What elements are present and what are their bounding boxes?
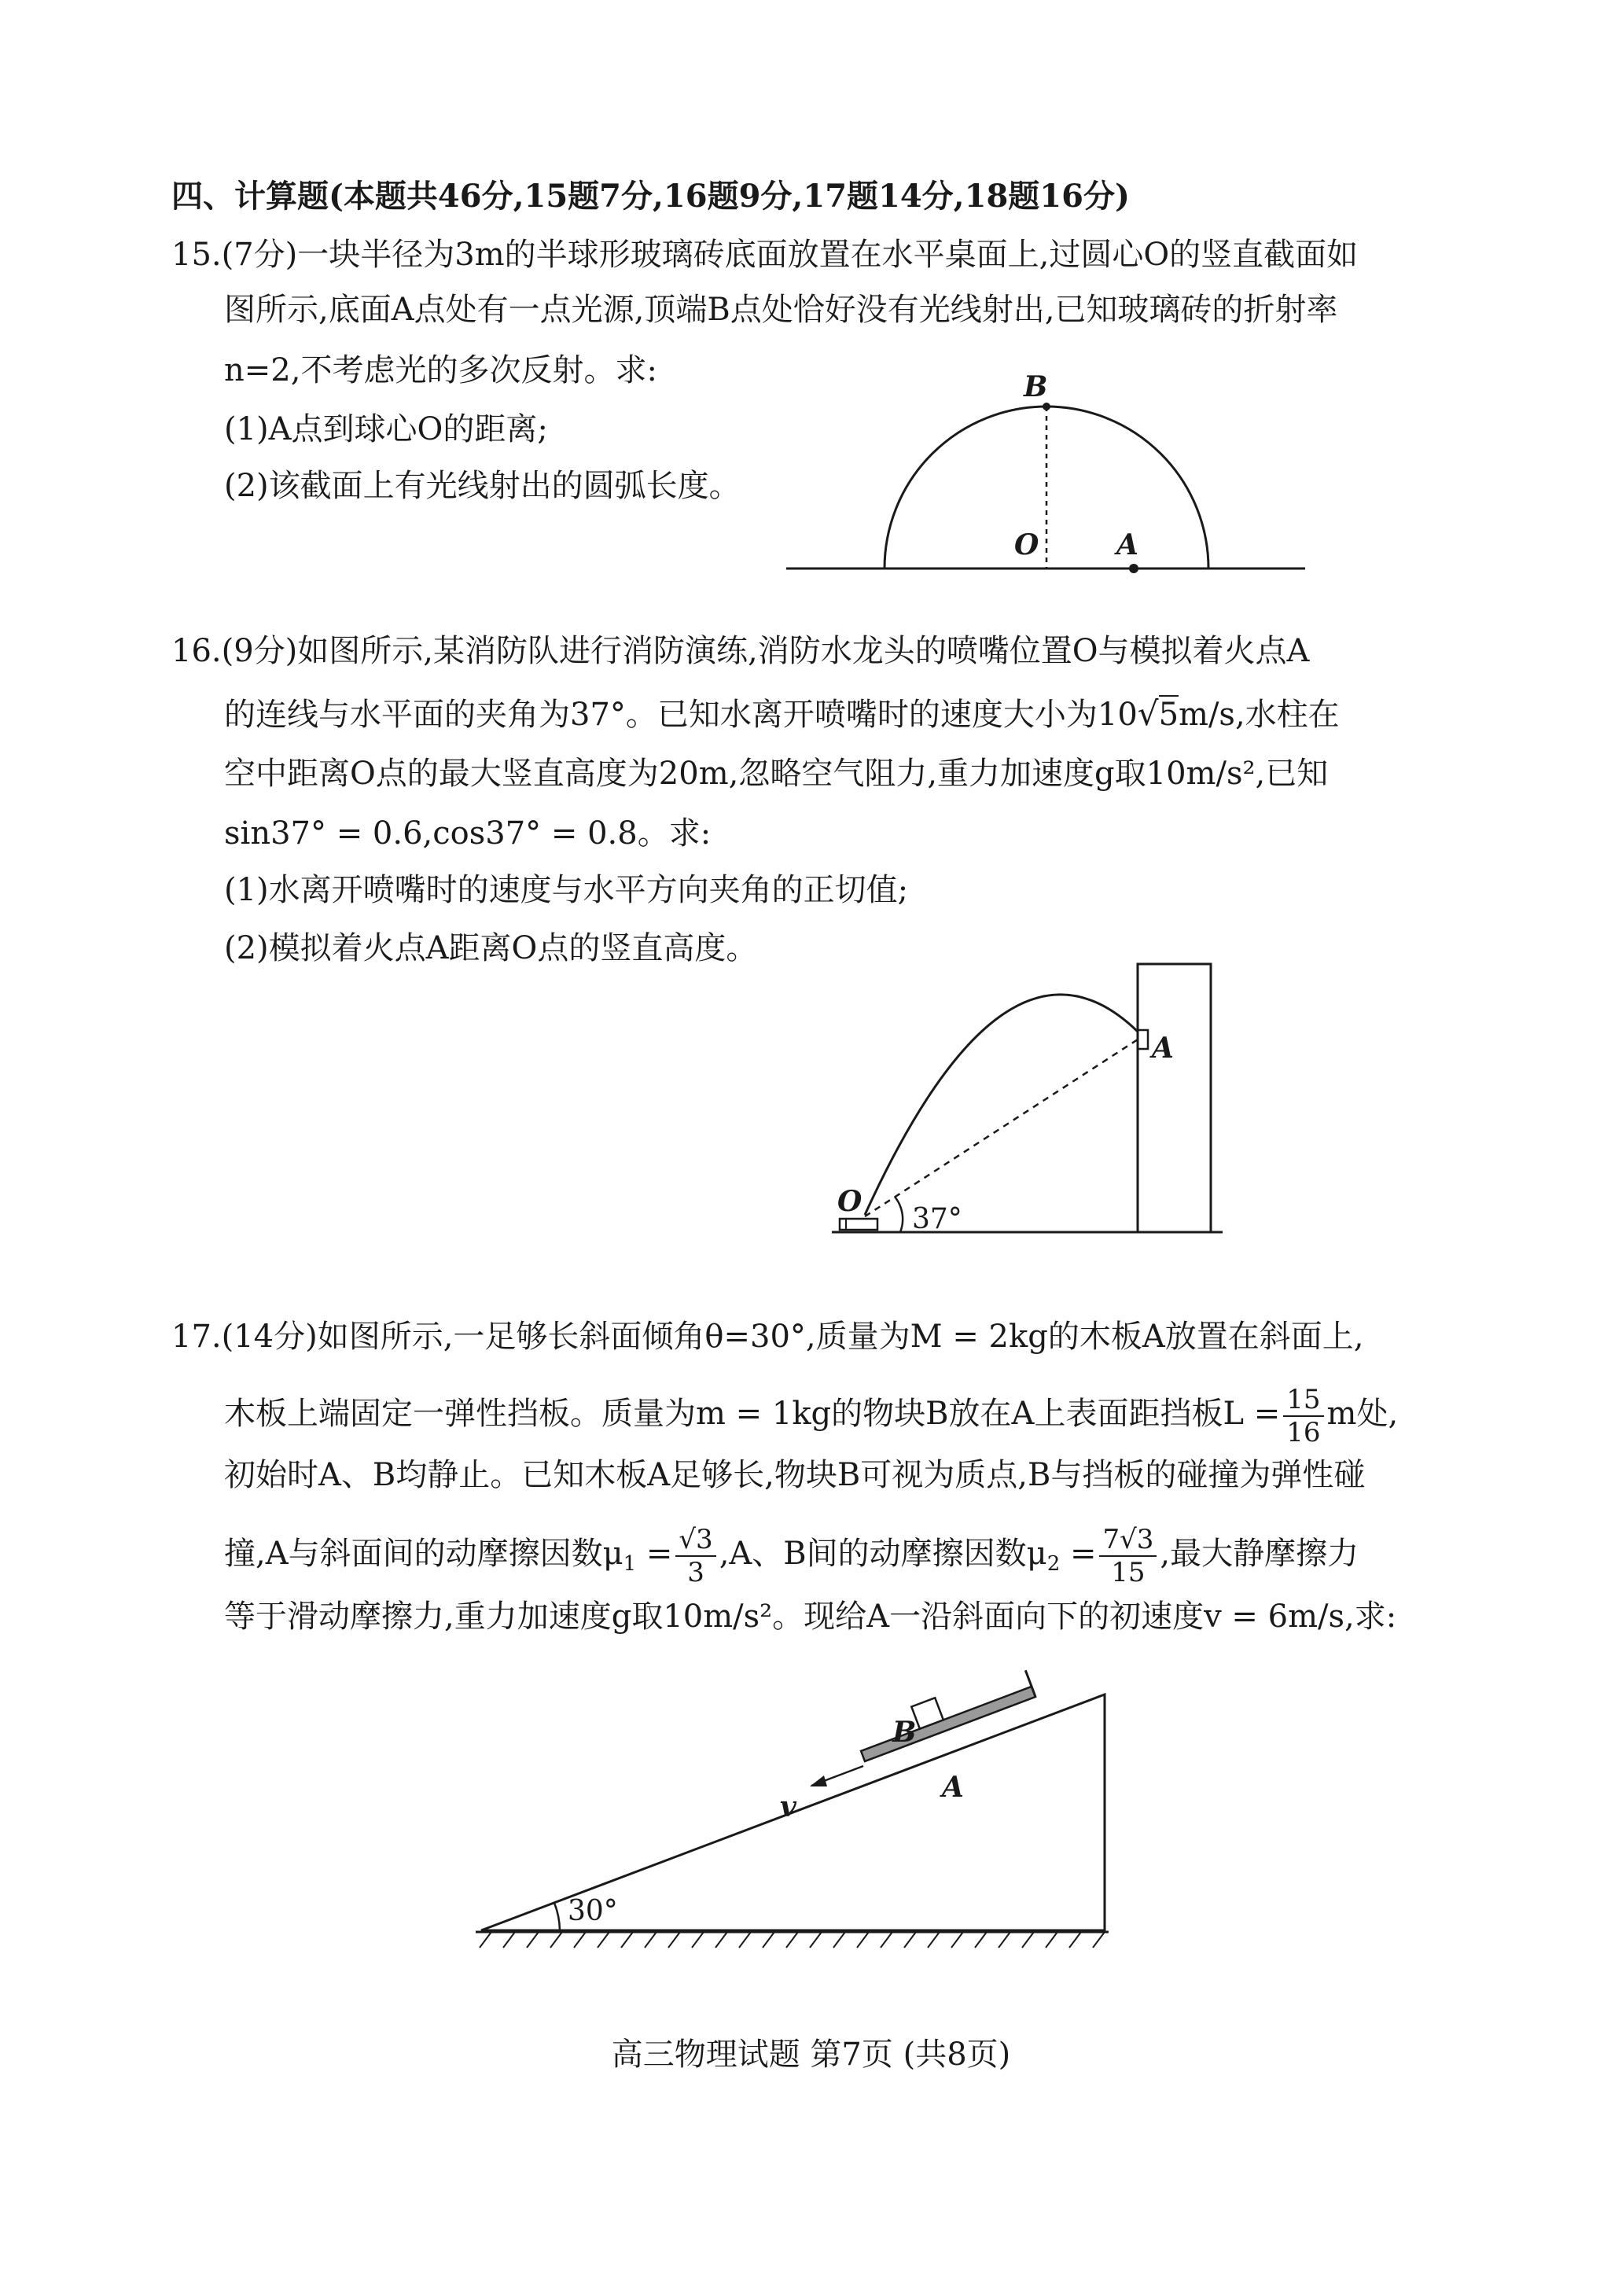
mu1-eq: = <box>636 1536 673 1572</box>
fraction-mu1-den: 3 <box>687 1557 704 1588</box>
label-b: B <box>892 1716 917 1749</box>
page-footer: 高三物理试题 第7页 (共8页) <box>611 2037 1011 2073</box>
mu1-subscript: 1 <box>623 1552 637 1576</box>
q17-line-4-pre: 撞,A与斜面间的动摩擦因数μ <box>224 1536 623 1572</box>
q16-sub-2: (2)模拟着火点A距离O点的竖直高度。 <box>224 930 758 966</box>
label-v: v <box>780 1790 796 1823</box>
fraction-mu1-num: √3 <box>675 1524 715 1557</box>
angle-arc-30 <box>554 1903 560 1930</box>
q15-sub-1: (1)A点到球心O的距离; <box>224 411 548 447</box>
q17-line-2-post: m处, <box>1326 1396 1399 1432</box>
label-a: A <box>1152 1032 1174 1065</box>
label-a: A <box>942 1771 964 1804</box>
label-o: O <box>1014 528 1039 561</box>
q15-line-3: n=2,不考虑光的多次反射。求: <box>224 352 657 388</box>
q17-line-3: 初始时A、B均静止。已知木板A足够长,物块B可视为质点,B与挡板的碰撞为弹性碰 <box>224 1457 1366 1493</box>
angle-label: 37° <box>912 1203 962 1235</box>
board-a <box>852 1665 1035 1761</box>
q17-line-2-pre: 木板上端固定一弹性挡板。质量为m = 1kg的物块B放在A上表面距挡板L = <box>224 1396 1281 1432</box>
section-heading: 四、计算题(本题共46分,15题7分,16题9分,17题14分,18题16分) <box>171 178 1130 215</box>
label-a: A <box>1116 528 1138 561</box>
q17-line-4-post: ,最大静摩擦力 <box>1160 1536 1359 1572</box>
velocity-arrowhead <box>810 1775 827 1786</box>
sqrt-radicand: 5 <box>1158 697 1179 733</box>
q16-line-1: 16.(9分)如图所示,某消防队进行消防演练,消防水龙头的喷嘴位置O与模拟着火点A <box>171 633 1310 669</box>
fraction-l-den: 16 <box>1286 1417 1321 1448</box>
q17-line-5: 等于滑动摩擦力,重力加速度g取10m/s²。现给A一沿斜面向下的初速度v = 6m/s,求: <box>224 1599 1397 1635</box>
q15-sub-2: (2)该截面上有光线射出的圆弧长度。 <box>224 468 741 504</box>
q16-line-4: sin37° = 0.6,cos37° = 0.8。求: <box>224 815 712 852</box>
label-o: O <box>837 1185 862 1218</box>
sqrt-symbol: √ <box>1137 694 1159 733</box>
q15-line-2: 图所示,底面A点处有一点光源,顶端B点处恰好没有光线射出,已知玻璃砖的折射率 <box>224 292 1338 328</box>
fraction-l-num: 15 <box>1283 1384 1323 1417</box>
q16-line-2-text: 的连线与水平面的夹角为37°。已知水离开喷嘴时的速度大小为10 <box>224 697 1138 733</box>
fraction-mu2-num: 7√3 <box>1099 1524 1157 1557</box>
mu2-eq: = <box>1060 1536 1097 1572</box>
fraction-mu2-den: 15 <box>1111 1557 1146 1588</box>
q16-line-2-unit: m/s,水柱在 <box>1179 697 1340 733</box>
q17-line-4-mid: ,A、B间的动摩擦因数μ <box>719 1536 1047 1572</box>
q16-line-3: 空中距离O点的最大竖直高度为20m,忽略空气阻力,重力加速度g取10m/s²,已知 <box>224 756 1329 792</box>
mu2-subscript: 2 <box>1046 1552 1061 1576</box>
q16-sub-1: (1)水离开喷嘴时的速度与水平方向夹角的正切值; <box>224 872 909 908</box>
ground-hatch <box>480 1932 1105 1948</box>
angle-label: 30° <box>568 1895 618 1927</box>
q17-line-1: 17.(14分)如图所示,一足够长斜面倾角θ=30°,质量为M = 2kg的木板A放置在斜面上, <box>171 1319 1364 1355</box>
q15-line-1: 15.(7分)一块半径为3m的半球形玻璃砖底面放置在水平桌面上,过圆心O的竖直截面如 <box>171 237 1359 273</box>
label-b: B <box>1024 370 1048 403</box>
